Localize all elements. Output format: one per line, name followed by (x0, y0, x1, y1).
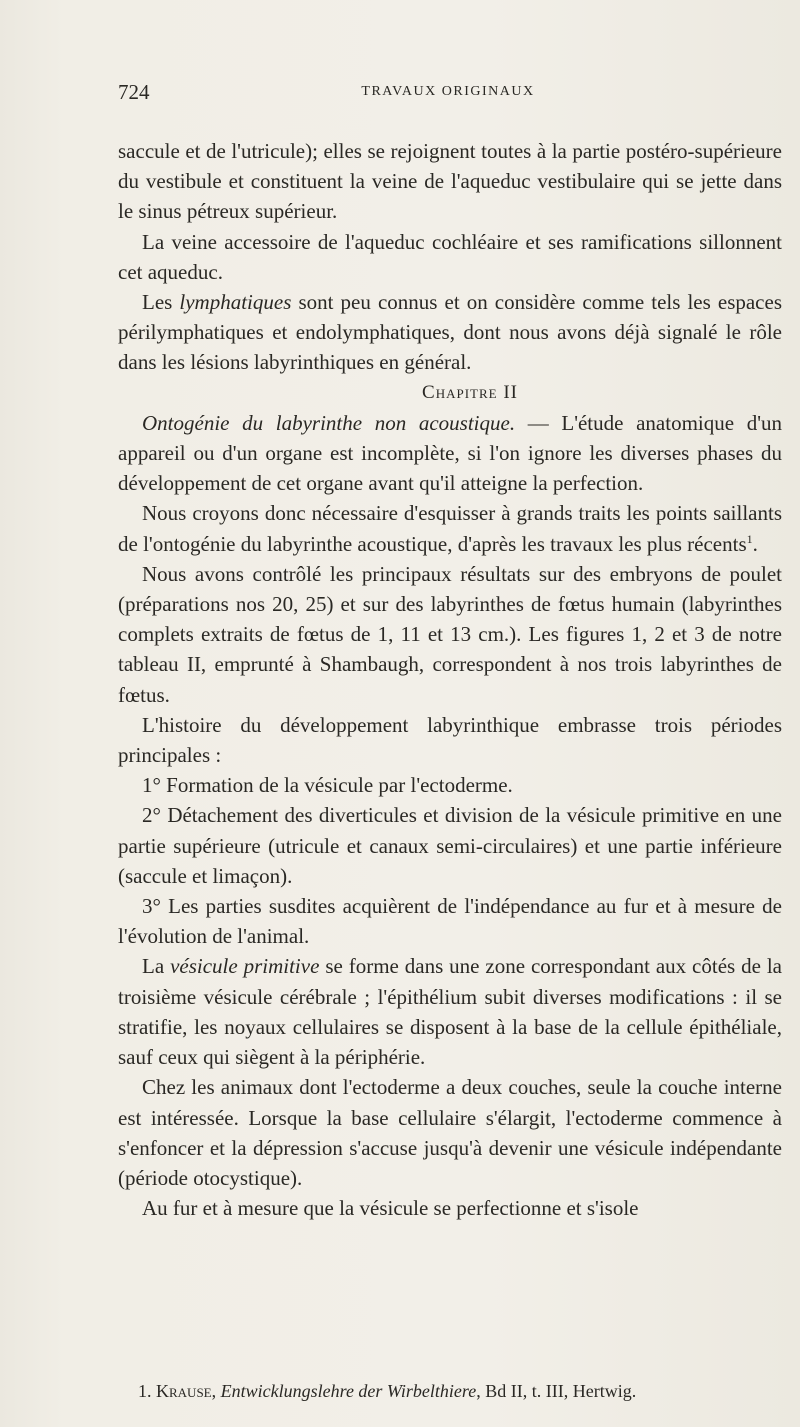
footnote-author: Krause (156, 1381, 212, 1401)
paragraph (118, 951, 782, 1072)
paragraph (118, 287, 782, 378)
footnote-number: 1. (138, 1381, 152, 1401)
text-run: Les (142, 290, 180, 315)
text-run: — L'étude anatomique d'un appareil ou d'un organe est incomplète, si l'on ignore les diverses phases du développement de cet organe avant qu'il atteigne la perfection. (118, 410, 782, 496)
body-text (118, 136, 782, 1223)
text-run: sont peu connus et on considère comme tels les espaces périlymphatiques et endolymphatiques, dont nous avons déjà signalé le rôle dans les lésions labyrinthiques en général. (118, 290, 782, 375)
chapter-heading (118, 378, 782, 408)
paragraph: Nous avons contrôlé les principaux résultats sur des embryons de poulet (préparations nos 20, 25) et sur des labyrinthes de fœtus humain (labyrinthes complets extraits de fœtus de 1, 11 et 13 cm.). Les figures 1, 2 et 3 de notre tableau II, emprunté à Shambaugh, correspondent à nos trois labyrinthes de fœtus. (118, 561, 782, 707)
running-head: TRAVAUX ORIGINAUX (361, 84, 535, 99)
paragraph (118, 408, 782, 499)
list-item: 2° Détachement des diverticules et division de la vésicule primitive en une partie supérieure (utricule et canaux semi-circulaires) et une partie inférieure (saccule et limaçon). (118, 803, 782, 888)
paragraph: Chez les animaux dont l'ectoderme a deux couches, seule la couche interne est intéressée. Lorsque la base cellulaire s'élargit, l'ectoderme commence à s'enfoncer et la dépression s'accuse jusqu'à devenir une vésicule indépendante (période otocystique). (118, 1075, 782, 1190)
paragraph: L'histoire du développement labyrinthique embrasse trois périodes principales : (118, 712, 782, 768)
text-run: . (752, 531, 758, 556)
paragraph: Au fur et à mesure que la vésicule se perfectionne et s'isole (142, 1196, 639, 1221)
section-title: Ontogénie du labyrinthe non acoustique. (142, 410, 516, 435)
footnote-sep: , (211, 1381, 221, 1401)
text-run: La (142, 954, 171, 979)
footnote-rest: , Bd II, t. III, Hertwig. (476, 1381, 637, 1401)
footnote (138, 1380, 788, 1402)
footnote-ref: 1 (746, 531, 753, 546)
paragraph: saccule et de l'utricule); elles se rejoignent toutes à la partie postéro-supérieure du vestibule et constituent la veine de l'aqueduc vestibulaire qui se jette dans le sinus pétreux supérieur. (118, 139, 782, 224)
list-item: 1° Formation de la vésicule par l'ectoderme. (142, 773, 513, 798)
paragraph: La veine accessoire de l'aqueduc cochléaire et ses ramifications sillonnent cet aqueduc. (118, 229, 782, 284)
page-number: 724 (118, 80, 150, 104)
text-run: se forme dans une zone correspondant aux côtés de la troisième vésicule cérébrale ; l'épithélium subit diverses modifications : il se stratifie, les noyaux cellulaires se disposent à la base de la cellule épithéliale, sauf ceux qui siègent à la périphérie. (118, 954, 782, 1070)
footnote-title: Entwicklungslehre der Wirbelthiere (220, 1381, 477, 1401)
chapter-label: Chapitre II (422, 381, 518, 403)
page-header (118, 80, 778, 110)
italic-term: vésicule primitive (170, 954, 320, 979)
list-item: 3° Les parties susdites acquièrent de l'indépendance au fur et à mesure de l'évolution de l'animal. (118, 894, 782, 949)
text-run: Nous croyons donc nécessaire d'esquisser à grands traits les points saillants de l'ontogénie du labyrinthe acoustique, d'après les travaux les plus récents (118, 501, 782, 556)
paragraph (118, 498, 782, 558)
italic-term: lymphatiques (179, 290, 292, 315)
